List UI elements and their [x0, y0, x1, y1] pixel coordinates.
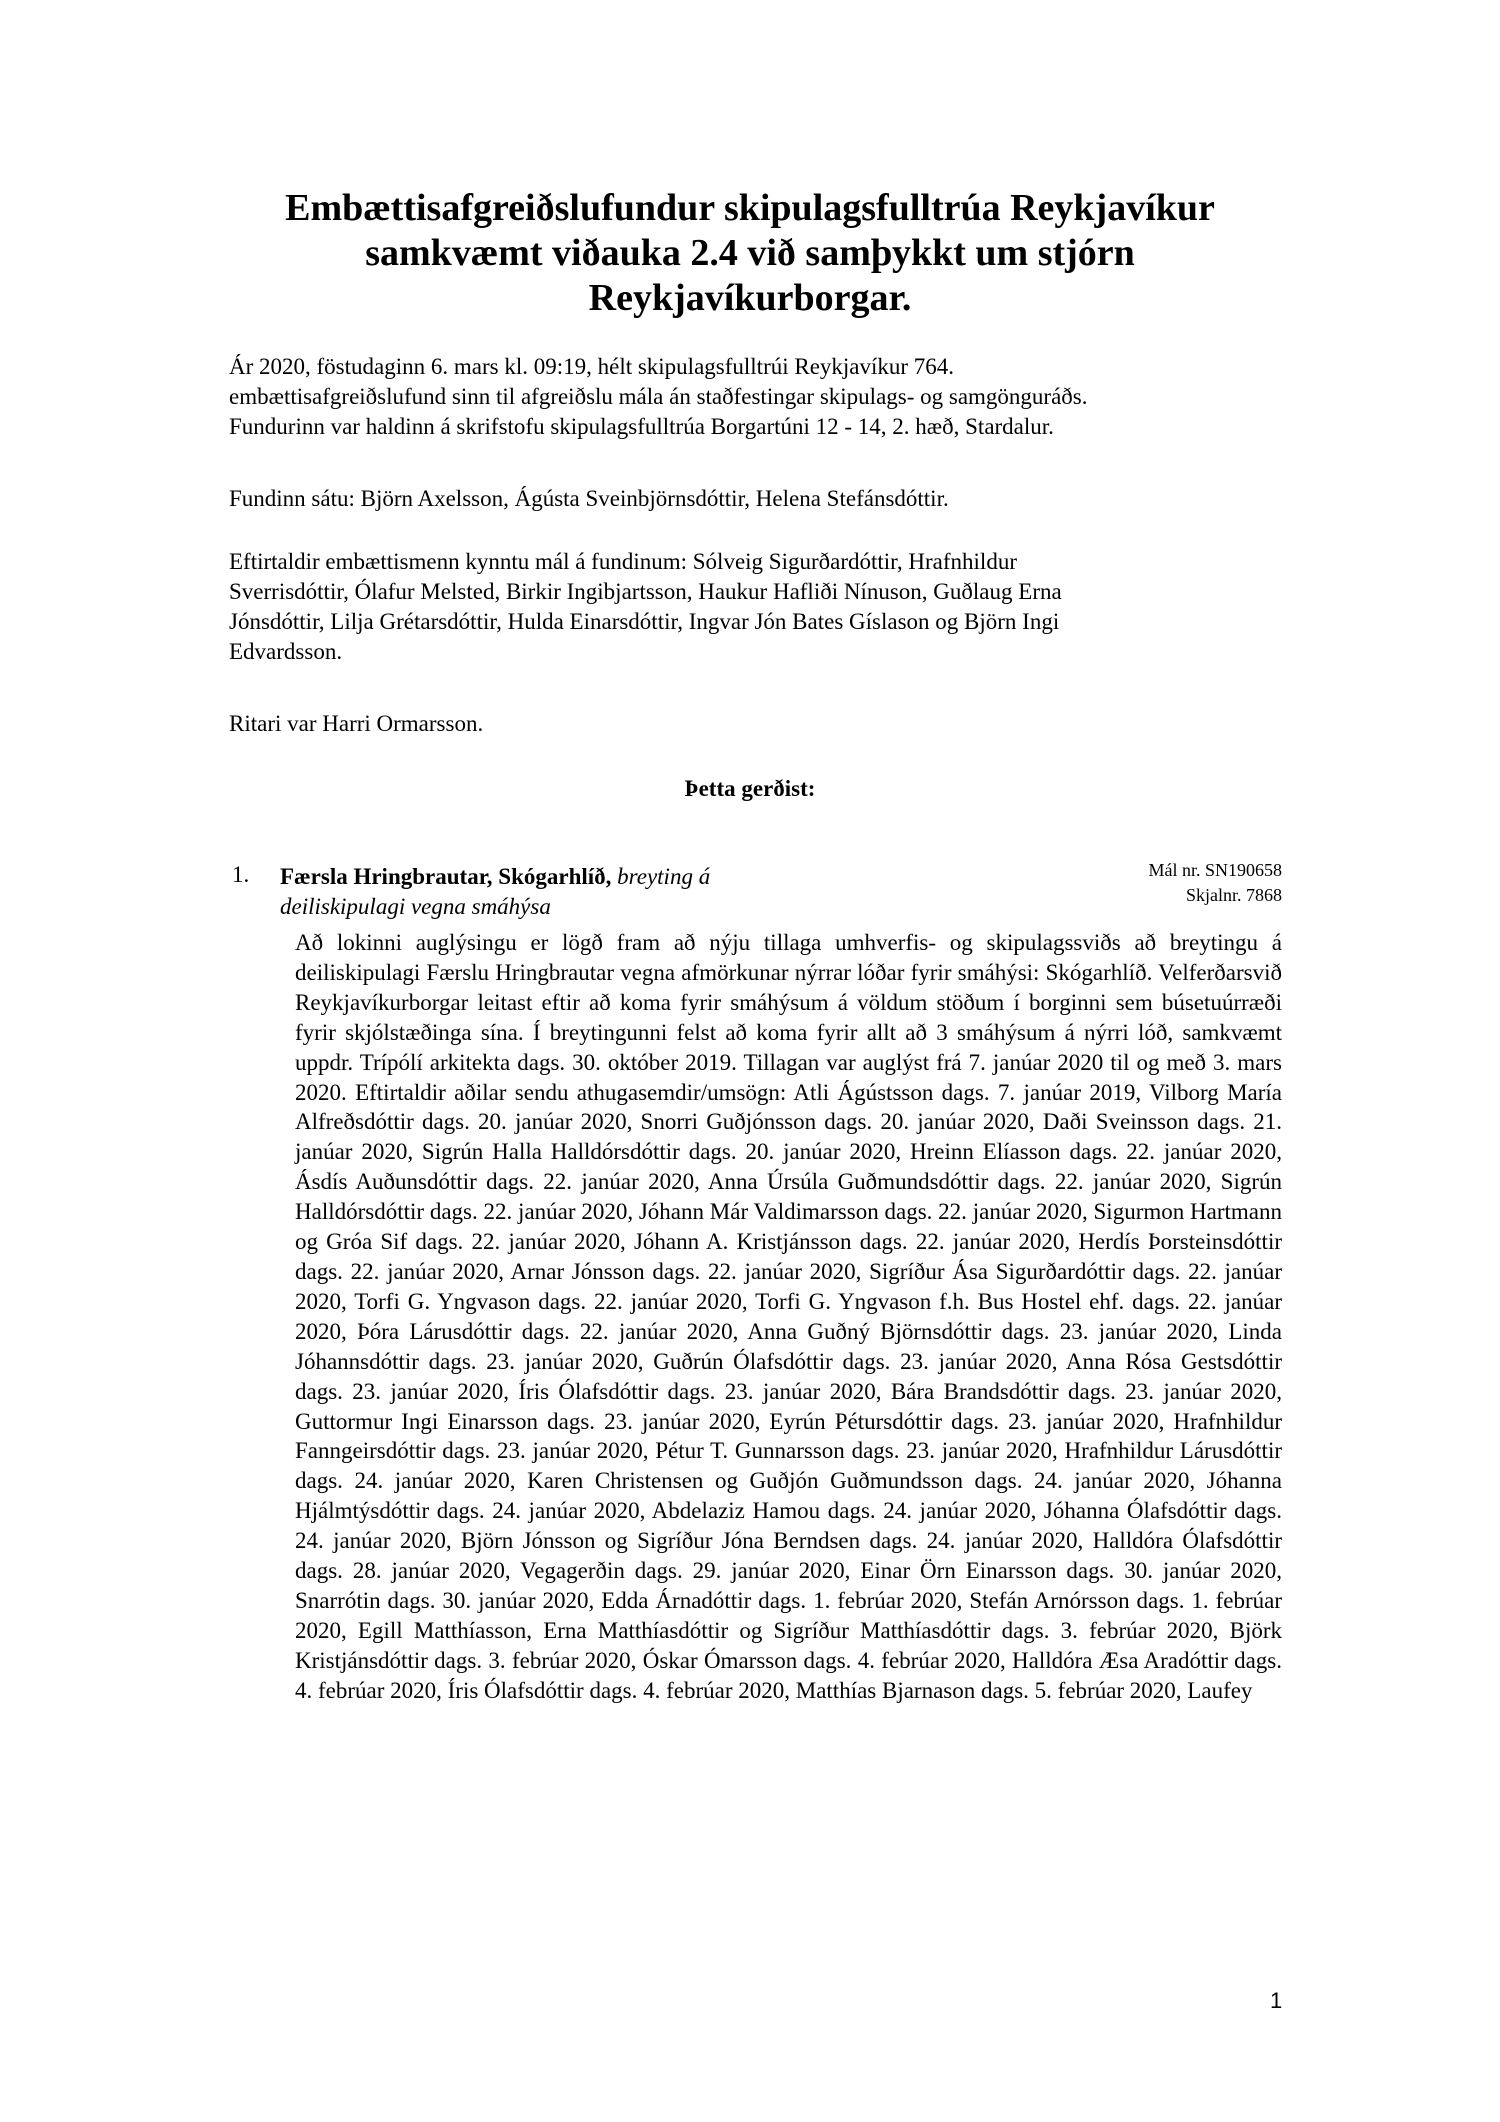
- intro-line: Ár 2020, föstudaginn 6. mars kl. 09:19, hélt skipulagsfulltrúi Reykjavíkur 764.: [229, 354, 955, 379]
- page-number: 1: [1270, 1988, 1283, 2013]
- item-title-italic: breyting á deiliskipulagi vegna smáhýsa: [280, 864, 711, 919]
- document-number: Skjalnr. 7868: [1185, 885, 1282, 905]
- item-number: 1.: [232, 862, 250, 887]
- document-title: [200, 186, 1300, 321]
- case-reference: [1148, 858, 1282, 908]
- officials-line: Eftirtaldir embættismenn kynntu mál á fundinum: Sólveig Sigurðardóttir, Hrafnhildur: [229, 549, 1017, 574]
- secretary: Ritari var Harri Ormarsson.: [229, 711, 484, 736]
- item-body: Að lokinni auglýsingu er lögð fram að nýju tillaga umhverfis- og skipulagssviðs að breytingu á deiliskipulagi Færslu Hringbrautar vegna afmörkunar nýrrar lóðar fyrir smáhýsi: Skógarhlíð. Velferðarsvið Reykjavíkurborgar leitast eftir að koma fyrir smáhýsum á völdum stöðum í borginni sem búsetuúrræði fyrir skjólstæðinga sína. Í breytingunni felst að koma fyrir allt að 3 smáhýsum á nýrri lóð, samkvæmt uppdr. Trípólí arkitekta dags. 30. október 2019. Tillagan var auglýst frá 7. janúar 2020 til og með 3. mars 2020. Eftirtaldir aðilar sendu athugasemdir/umsögn: Atli Ágústsson dags. 7. janúar 2019, Vilborg María Alfreðsdóttir dags. 20. janúar 2020, Snorri Guðjónsson dags. 20. janúar 2020, Daði Sveinsson dags. 21. janúar 2020, Sigrún Halla Halldórsdóttir dags. 20. janúar 2020, Hreinn Elíasson dags. 22. janúar 2020, Ásdís Auðunsdóttir dags. 22. janúar 2020, Anna Úrsúla Guðmundsdóttir dags. 22. janúar 2020, Sigrún Halldórsdóttir dags. 22. janúar 2020, Jóhann Már Valdimarsson dags. 22. janúar 2020, Sigurmon Hartmann og Gróa Sif dags. 22. janúar 2020, Jóhann A. Kristjánsson dags. 22. janúar 2020, Herdís Þorsteinsdóttir dags. 22. janúar 2020, Arnar Jónsson dags. 22. janúar 2020, Sigríður Ása Sigurðardóttir dags. 22. janúar 2020, Torfi G. Yngvason dags. 22. janúar 2020, Torfi G. Yngvason f.h. Bus Hostel ehf. dags. 22. janúar 2020, Þóra Lárusdóttir dags. 22. janúar 2020, Anna Guðný Björnsdóttir dags. 23. janúar 2020, Linda Jóhannsdóttir dags. 23. janúar 2020, Guðrún Ólafsdóttir dags. 23. janúar 2020, Anna Rósa Gestsdóttir dags. 23. janúar 2020, Íris Ólafsdóttir dags. 23. janúar 2020, Bára Brandsdóttir dags. 23. janúar 2020, Guttormur Ingi Einarsson dags. 23. janúar 2020, Eyrún Pétursdóttir dags. 23. janúar 2020, Hrafnhildur Fanngeirsdóttir dags. 23. janúar 2020, Pétur T. Gunnarsson dags. 23. janúar 2020, Hrafnhildur Lárusdóttir dags. 24. janúar 2020, Karen Christensen og Guðjón Guðmundsson dags. 24. janúar 2020, Jóhanna Hjálmtýsdóttir dags. 24. janúar 2020, Abdelaziz Hamou dags. 24. janúar 2020, Jóhanna Ólafsdóttir dags. 24. janúar 2020, Björn Jónsson og Sigríður Jóna Berndsen dags. 24. janúar 2020, Halldóra Ólafsdóttir dags. 28. janúar 2020, Vegagerðin dags. 29. janúar 2020, Einar Örn Einarsson dags. 30. janúar 2020, Snarrótin dags. 30. janúar 2020, Edda Árnadóttir dags. 1. febrúar 2020, Stefán Arnórsson dags. 1. febrúar 2020, Egill Matthíasson, Erna Matthíasdóttir og Sigríður Matthíasdóttir dags. 3. febrúar 2020, Björk Kristjánsdóttir dags. 3. febrúar 2020, Óskar Ómarsson dags. 4. febrúar 2020, Halldóra Æsa Aradóttir dags. 4. febrúar 2020, Íris Ólafsdóttir dags. 4. febrúar 2020, Matthías Bjarnason dags. 5. febrúar 2020, Laufey: [295, 930, 1282, 1703]
- case-number: Mál nr. SN190658: [1148, 860, 1282, 880]
- officials-line: Sverrisdóttir, Ólafur Melsted, Birkir Ingibjartsson, Haukur Hafliði Nínuson, Guðlaug Erna: [229, 579, 1062, 604]
- meeting-intro: [229, 352, 1289, 442]
- attendees: Fundinn sátu: Björn Axelsson, Ágústa Sveinbjörnsdóttir, Helena Stefánsdóttir.: [229, 486, 949, 511]
- officials: [229, 547, 1289, 667]
- officials-line: Jónsdóttir, Lilja Grétarsdóttir, Hulda Einarsdóttir, Ingvar Jón Bates Gíslason og Björn Ingi: [229, 609, 1060, 634]
- intro-line: embættisafgreiðslufund sinn til afgreiðslu mála án staðfestingar skipulags- og samgönguráðs.: [229, 384, 1088, 409]
- title-line: samkvæmt viðauka 2.4 við samþykkt um stjórn: [365, 232, 1135, 274]
- title-line: Reykjavíkurborgar.: [588, 277, 912, 319]
- title-line: Embættisafgreiðslufundur skipulagsfulltrúa Reykjavíkur: [285, 187, 1215, 229]
- section-heading: Þetta gerðist:: [684, 776, 816, 801]
- intro-line: Fundurinn var haldinn á skrifstofu skipulagsfulltrúa Borgartúni 12 - 14, 2. hæð, Stardalur.: [229, 414, 1054, 439]
- officials-line: Edvardsson.: [229, 639, 343, 664]
- item-title: [280, 862, 840, 922]
- item-title-bold: Færsla Hringbrautar, Skógarhlíð,: [280, 864, 612, 889]
